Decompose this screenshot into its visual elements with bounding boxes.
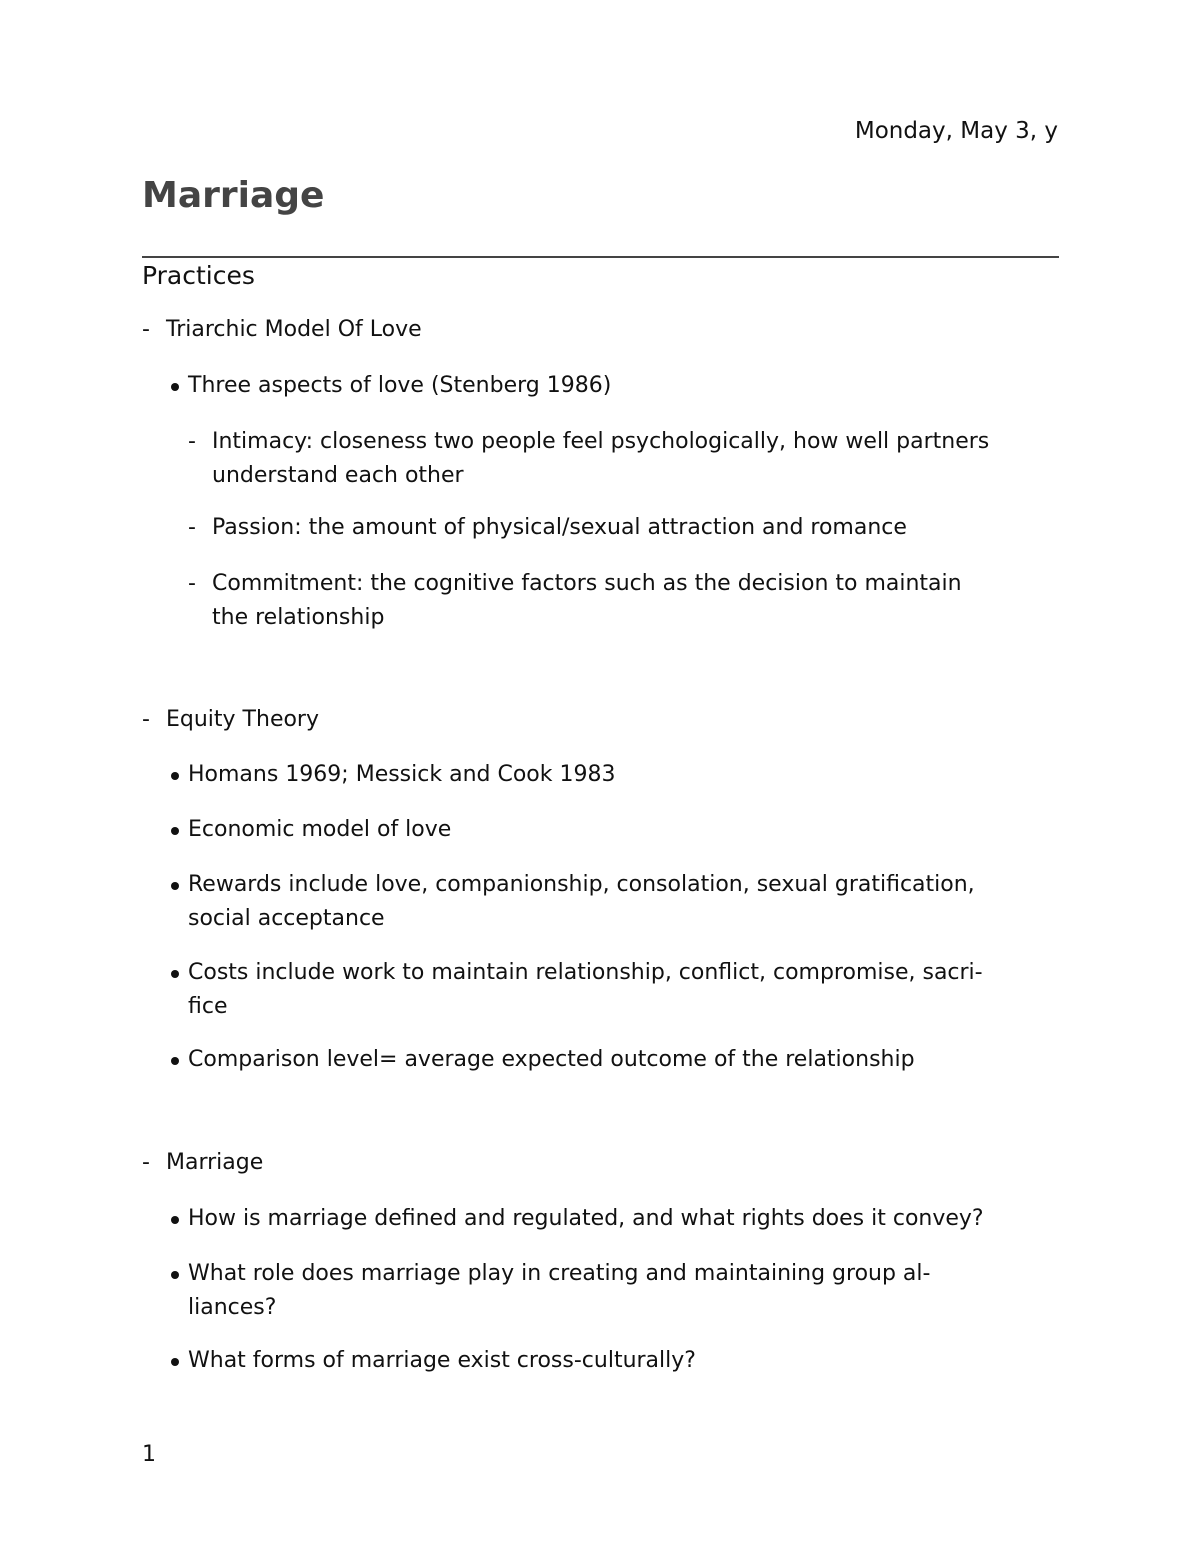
page-number: 1: [142, 1442, 156, 1467]
bullet-icon: [171, 1216, 179, 1224]
bullet-continuation: fice: [188, 994, 228, 1019]
bullet-icon: [171, 1358, 179, 1366]
subitem: Intimacy: closeness two people feel psychologically, how well partners: [212, 429, 990, 454]
bullet-continuation: liances?: [188, 1295, 277, 1320]
bullet-icon: [171, 970, 179, 978]
bullet-icon: [171, 882, 179, 890]
bullet-continuation: social acceptance: [188, 906, 385, 931]
bullet-item: Comparison level= average expected outcome of the relationship: [188, 1047, 915, 1072]
topic-label: Marriage: [166, 1150, 264, 1175]
bullet-item: What role does marriage play in creating and maintaining group al-: [188, 1261, 931, 1286]
bullet-item: Homans 1969; Messick and Cook 1983: [188, 762, 616, 787]
bullet-icon: [171, 383, 179, 391]
subitem-dash: -: [188, 571, 196, 596]
topic-dash: -: [142, 1150, 150, 1175]
bullet-icon: [171, 1057, 179, 1065]
subitem: Commitment: the cognitive factors such as the decision to maintain: [212, 571, 962, 596]
topic-label: Equity Theory: [166, 707, 320, 732]
section-heading: Practices: [142, 261, 255, 290]
subitem: Passion: the amount of physical/sexual attraction and romance: [212, 515, 907, 540]
document-date: Monday, May 3, y: [854, 118, 1058, 144]
bullet-item: Costs include work to maintain relationship, conflict, compromise, sacri-: [188, 960, 983, 985]
subitem-dash: -: [188, 515, 196, 540]
subitem-continuation: understand each other: [212, 463, 464, 488]
bullet-icon: [171, 772, 179, 780]
bullet-icon: [171, 827, 179, 835]
topic-dash: -: [142, 317, 150, 342]
bullet-item: How is marriage defined and regulated, and what rights does it convey?: [188, 1206, 984, 1231]
bullet-item: Three aspects of love (Stenberg 1986): [188, 373, 612, 398]
topic-dash: -: [142, 707, 150, 732]
bullet-item: Rewards include love, companionship, consolation, sexual gratification,: [188, 872, 975, 897]
bullet-item: What forms of marriage exist cross-culturally?: [188, 1348, 696, 1373]
subitem-dash: -: [188, 429, 196, 454]
title-divider: [142, 256, 1059, 258]
subitem-continuation: the relationship: [212, 605, 385, 630]
page-title: Marriage: [142, 175, 325, 216]
topic-label: Triarchic Model Of Love: [166, 317, 422, 342]
bullet-item: Economic model of love: [188, 817, 452, 842]
bullet-icon: [171, 1271, 179, 1279]
